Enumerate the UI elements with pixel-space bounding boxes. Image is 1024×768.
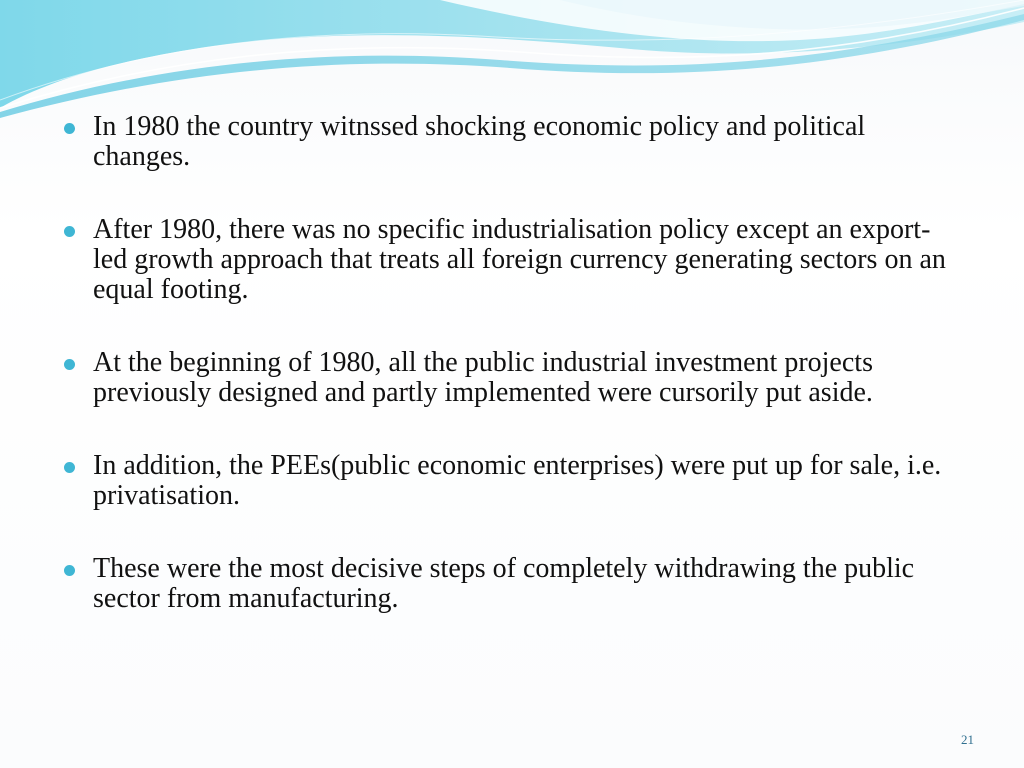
bullet-text: In 1980 the country witnssed shocking economic policy and political changes. (93, 111, 866, 172)
bullet-dot-icon (64, 462, 75, 473)
bullet-text: These were the most decisive steps of completely withdrawing the public sector from manufacturing. (93, 553, 915, 614)
bullet-item (62, 348, 962, 408)
bullet-item (62, 215, 962, 305)
bullet-dot-icon (64, 123, 75, 134)
bullet-dot-icon (64, 565, 75, 576)
bullet-item (62, 554, 962, 614)
bullet-item (62, 112, 962, 172)
bullet-item (62, 451, 962, 511)
bullet-list (62, 112, 962, 657)
slide-number: 21 (961, 732, 974, 747)
bullet-dot-icon (64, 226, 75, 237)
bullet-text: At the beginning of 1980, all the public industrial investment projects previously designed and partly implemented were cursorily put aside. (93, 347, 873, 408)
bullet-dot-icon (64, 359, 75, 370)
bullet-text: After 1980, there was no specific industrialisation policy except an export-led growth approach that treats all foreign currency generating sectors on an equal footing. (93, 214, 946, 305)
bullet-text: In addition, the PEEs(public economic enterprises) were put up for sale, i.e. privatisation. (93, 450, 942, 511)
